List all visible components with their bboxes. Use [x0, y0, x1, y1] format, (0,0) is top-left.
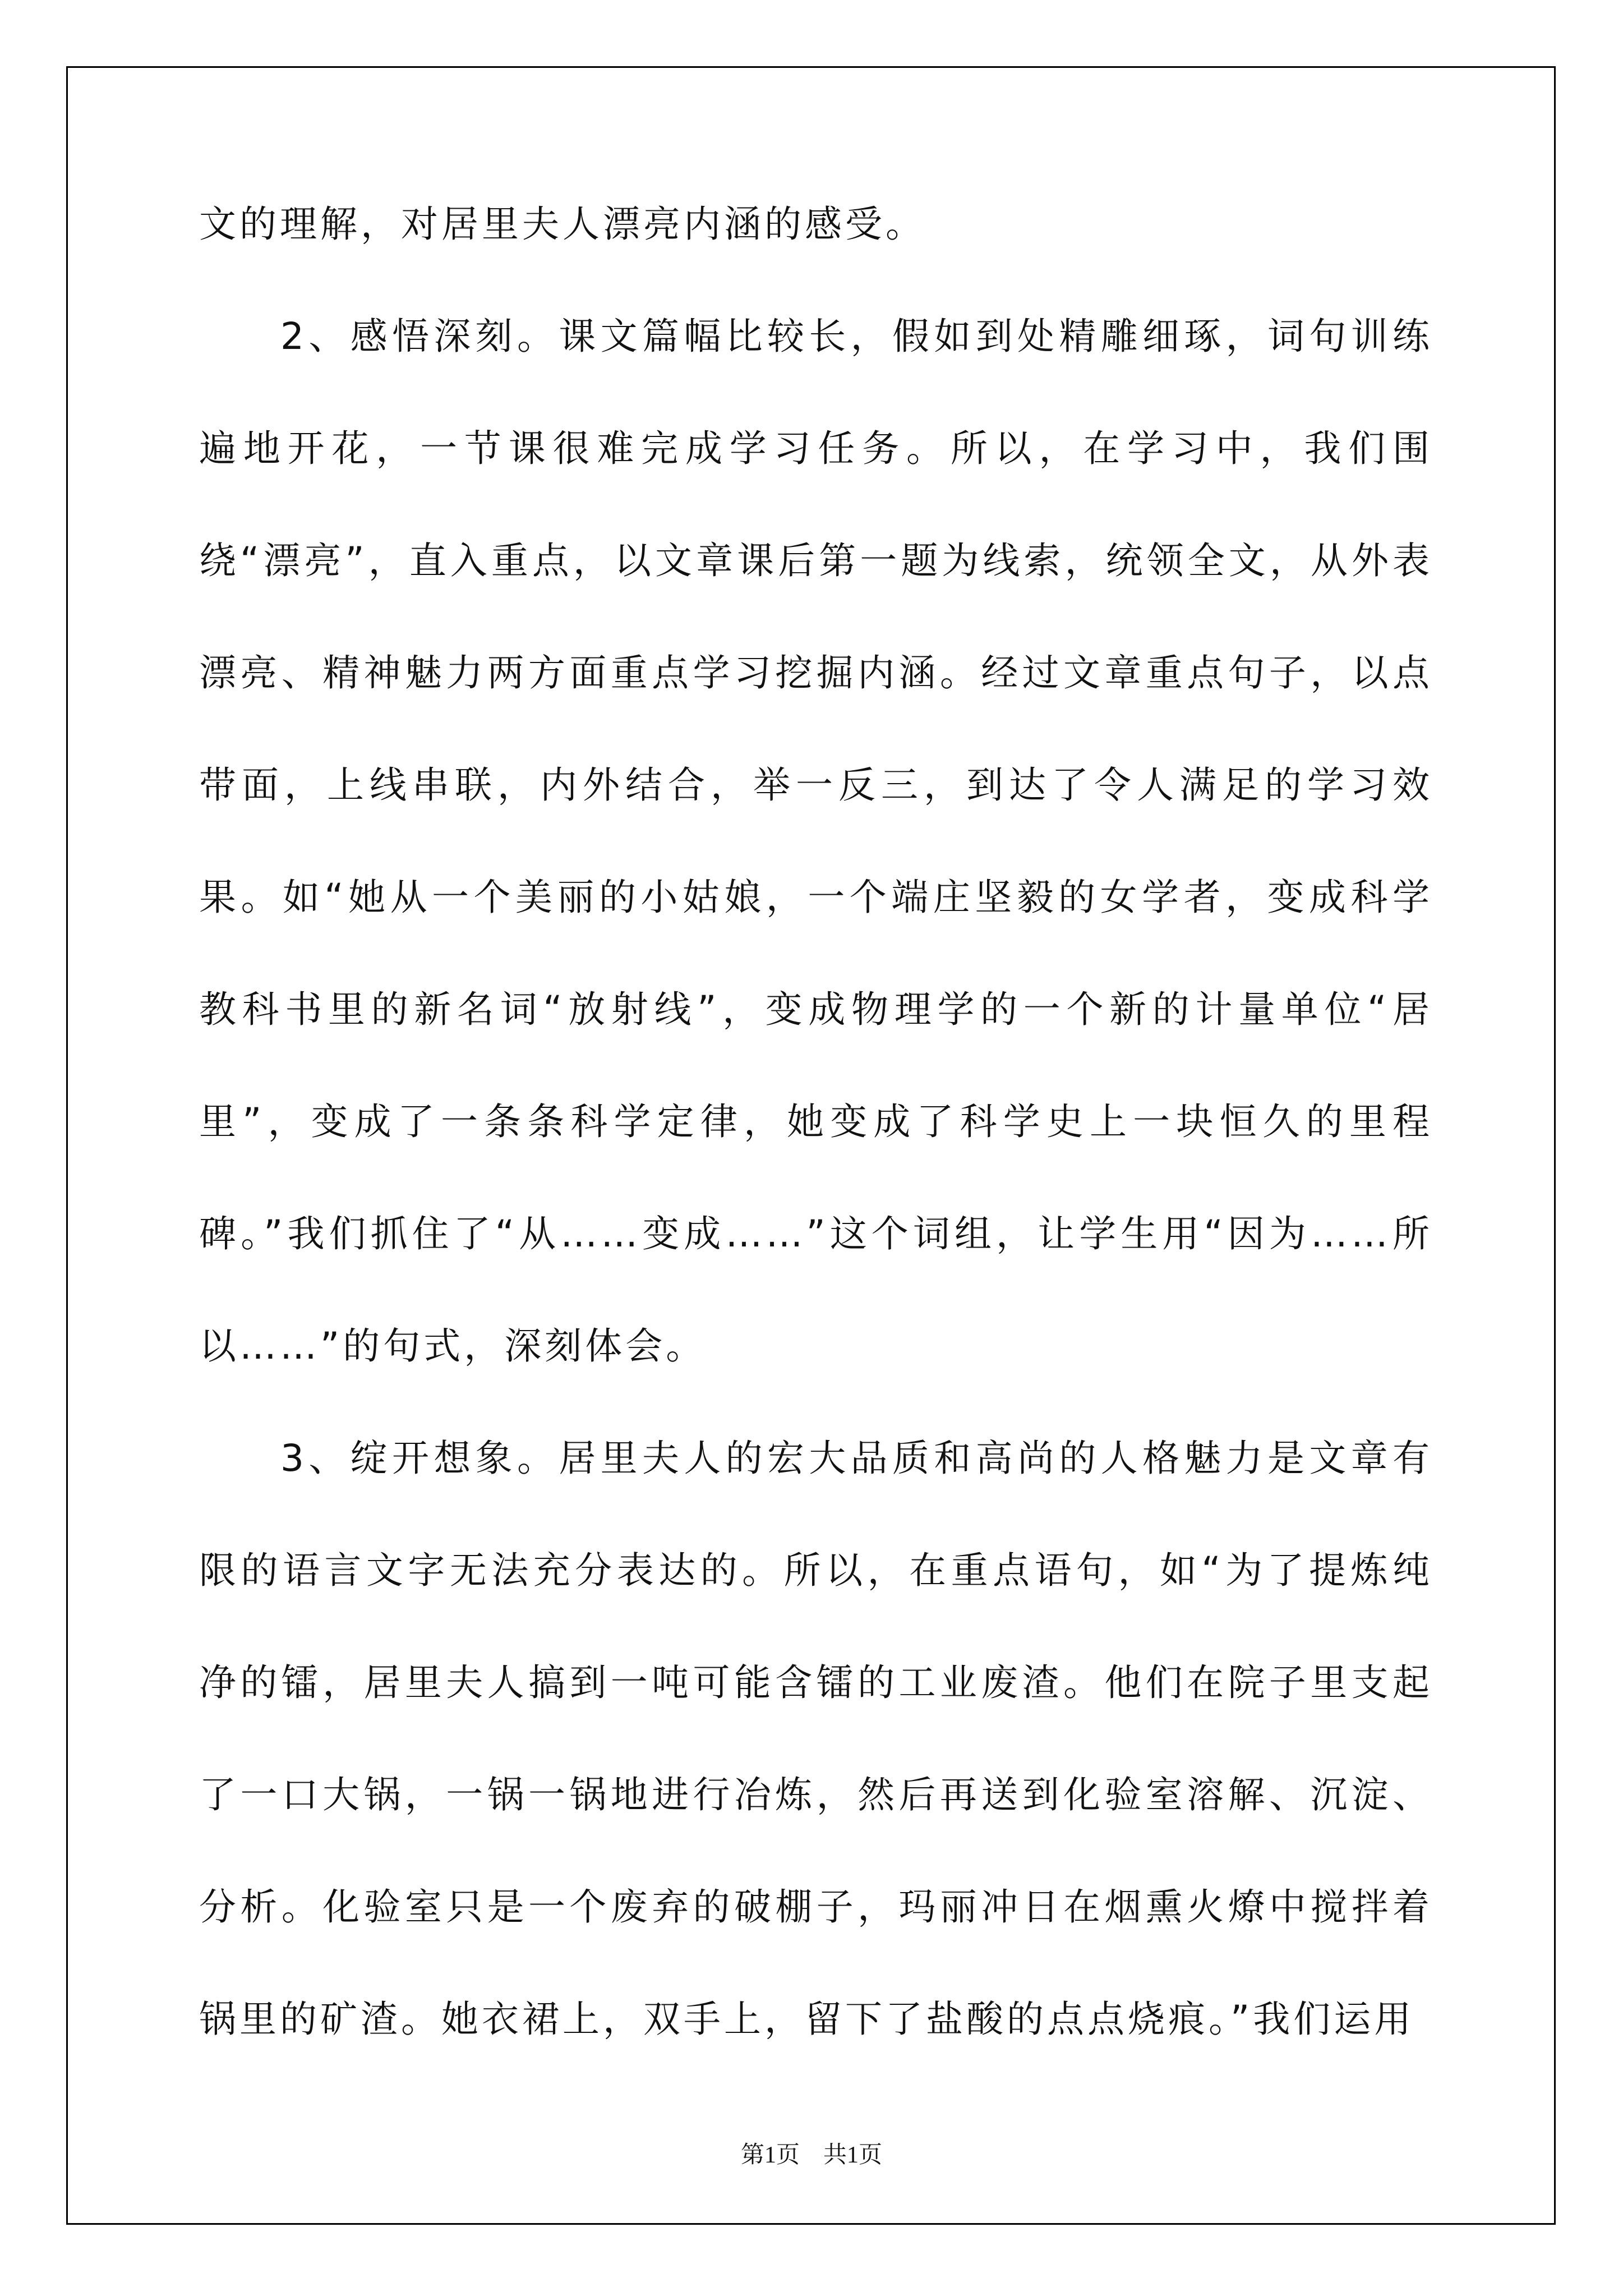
page-footer: 第1页 共1页: [740, 2142, 882, 2168]
paragraph-2: 2、感悟深刻。课文篇幅比较长，假如到处精雕细琢，词句训练遍地开花，一节课很难完成学习任务。所以，在学习中，我们围绕“漂亮”，直入重点，以文章课后第一题为线索，统领全文，从外表漂亮、精神魅力两方面重点学习挖掘内涵。经过文章重点句子，以点带面，上线串联，内外结合，举一反三，到达了令人满足的学习效果。如“她从一个美丽的小姑娘，一个端庄坚毅的女学者，变成科学教科书里的新名词“放射线”，变成物理学的一个新的计量单位“居里”，变成了一条条科学定律，她变成了科学史上一块恒久的里程碑。”我们抓住了“从……变成……”这个词组，让学生用“因为……所以……”的句式，深刻体会。: [199, 315, 1433, 1368]
paragraph-1: 文的理解，对居里夫人漂亮内涵的感受。: [199, 203, 926, 246]
paragraph-3: 3、绽开想象。居里夫人的宏大品质和高尚的人格魅力是文章有限的语言文字无法充分表达的。所以，在重点语句，如“为了提炼纯净的镭，居里夫人搞到一吨可能含镭的工业废渣。他们在院子里支起了一口大锅，一锅一锅地进行冶炼，然后再送到化验室溶解、沉淀、分析。化验室只是一个废弃的破棚子，玛丽冲日在烟熏火燎中搅拌着锅里的矿渣。她衣裙上，双手上，留下了盐酸的点点烧痕。”我们运用: [199, 1437, 1433, 2041]
document-body: [199, 168, 1433, 2076]
